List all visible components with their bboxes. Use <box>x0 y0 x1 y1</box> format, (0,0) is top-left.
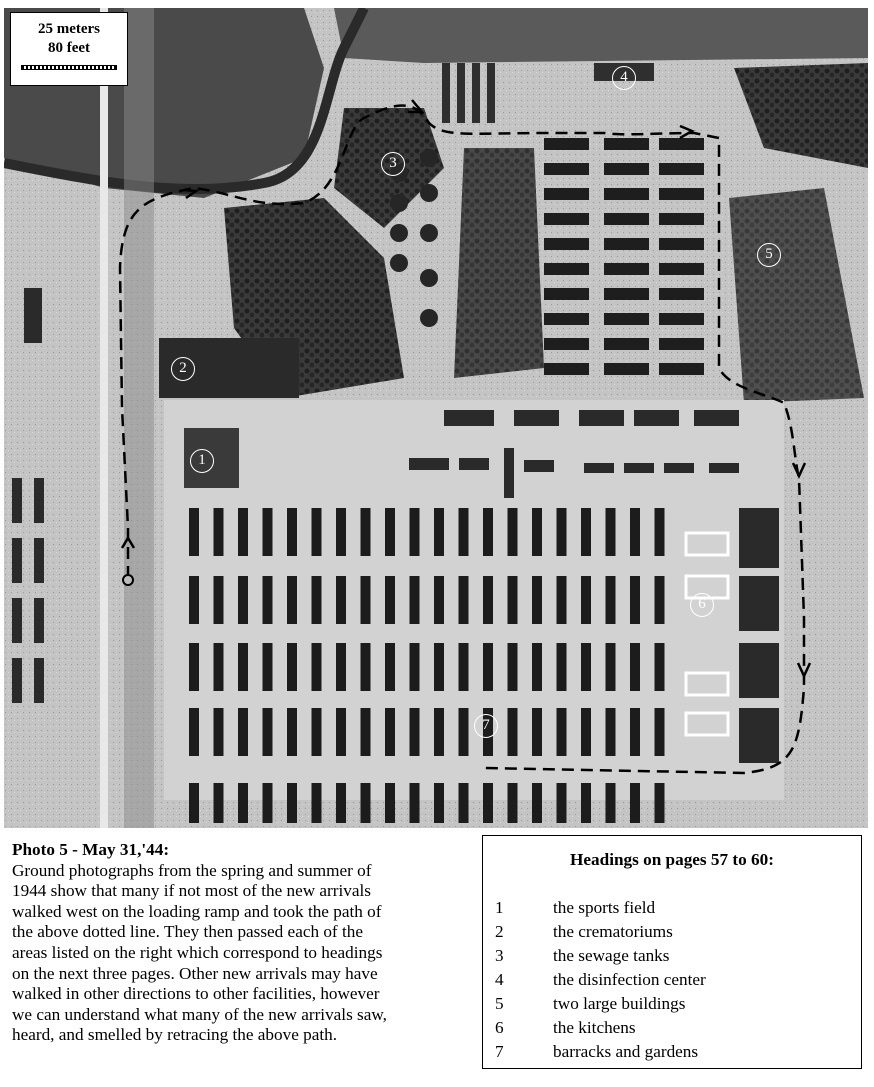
barrack-building <box>434 643 444 691</box>
barrack-building <box>214 783 224 823</box>
barrack-building <box>410 508 420 556</box>
marker-2: 2 <box>171 357 195 381</box>
barrack-building <box>214 508 224 556</box>
barrack-building <box>581 508 591 556</box>
barrack-building <box>459 643 469 691</box>
barrack-building <box>361 708 371 756</box>
barrack-building <box>655 783 665 823</box>
barrack-building <box>532 783 542 823</box>
barrack-building <box>508 576 518 624</box>
scale-legend <box>10 12 128 86</box>
legend-item-label: the disinfection center <box>553 970 706 989</box>
barrack-building <box>238 643 248 691</box>
barrack-building <box>214 643 224 691</box>
barrack-building <box>483 576 493 624</box>
barrack-building <box>508 508 518 556</box>
barrack-building <box>336 783 346 823</box>
legend-item-number: 6 <box>495 1018 504 1037</box>
barrack-building <box>606 643 616 691</box>
legend-item-label: the sewage tanks <box>553 946 670 965</box>
legend-item-number: 1 <box>495 898 504 917</box>
barrack-building <box>630 783 640 823</box>
barrack-building <box>459 508 469 556</box>
barrack-building <box>581 708 591 756</box>
barrack-building <box>630 708 640 756</box>
marker-3: 3 <box>381 152 405 176</box>
barrack-building <box>361 643 371 691</box>
barrack-building <box>606 576 616 624</box>
barrack-building <box>263 708 273 756</box>
barrack-building <box>581 576 591 624</box>
barrack-building <box>287 708 297 756</box>
barrack-building <box>557 708 567 756</box>
barrack-building <box>606 783 616 823</box>
barrack-building <box>434 708 444 756</box>
barrack-building <box>655 708 665 756</box>
barrack-building <box>189 508 199 556</box>
barrack-building <box>434 576 444 624</box>
scale-bar <box>21 65 117 70</box>
caption-line: the above dotted line. They then passed each of the <box>12 922 363 942</box>
barrack-building <box>189 783 199 823</box>
legend-item-label: the kitchens <box>553 1018 636 1037</box>
caption-line: we can understand what many of the new arrivals saw, <box>12 1004 387 1024</box>
barrack-building <box>385 783 395 823</box>
barrack-building <box>287 508 297 556</box>
barrack-building <box>361 783 371 823</box>
barrack-building <box>483 643 493 691</box>
barrack-building <box>655 643 665 691</box>
marker-4: 4 <box>612 66 636 90</box>
legend-title: Headings on pages 57 to 60: <box>570 850 774 869</box>
barrack-building <box>434 508 444 556</box>
barrack-building <box>189 708 199 756</box>
legend-item-label: barracks and gardens <box>553 1042 699 1061</box>
scale-feet-label: 80 feet <box>47 40 91 56</box>
caption-line: Ground photographs from the spring and summer of <box>12 860 372 880</box>
legend-item-number: 3 <box>495 946 504 965</box>
caption-line: walked in other directions to other facilities, however <box>12 984 380 1004</box>
barrack-building <box>410 643 420 691</box>
barrack-building <box>287 643 297 691</box>
barrack-building <box>581 643 591 691</box>
barrack-building <box>385 643 395 691</box>
barrack-building <box>361 576 371 624</box>
barrack-building <box>238 783 248 823</box>
barrack-building <box>238 508 248 556</box>
barrack-building <box>336 643 346 691</box>
barrack-building <box>263 576 273 624</box>
barrack-building <box>459 708 469 756</box>
barrack-building <box>557 508 567 556</box>
legend-item-label: the sports field <box>553 898 656 917</box>
legend-item-label: two large buildings <box>553 994 686 1013</box>
barrack-building <box>532 708 542 756</box>
barrack-building <box>655 508 665 556</box>
aerial-photo-drawing <box>4 8 868 828</box>
legend-item-number: 4 <box>495 970 504 989</box>
barrack-building <box>312 576 322 624</box>
barrack-building <box>508 783 518 823</box>
barrack-building <box>532 508 542 556</box>
marker-7: 7 <box>474 714 498 738</box>
caption-heading: Photo 5 - May 31,'44: <box>12 840 170 859</box>
barrack-building <box>214 708 224 756</box>
barrack-building <box>606 508 616 556</box>
barrack-building <box>410 783 420 823</box>
barrack-building <box>630 643 640 691</box>
marker-1: 1 <box>190 449 214 473</box>
marker-5: 5 <box>757 243 781 267</box>
barrack-building <box>189 643 199 691</box>
scale-meters-label: 25 meters <box>37 21 101 37</box>
barrack-building <box>459 783 469 823</box>
barrack-building <box>263 783 273 823</box>
barrack-building <box>410 576 420 624</box>
aerial-photo <box>4 8 868 828</box>
caption-line: on the next three pages. Other new arrivals may have <box>12 963 378 983</box>
caption-line: heard, and smelled by retracing the above path. <box>12 1025 338 1045</box>
barrack-building <box>263 508 273 556</box>
barrack-building <box>238 576 248 624</box>
barrack-building <box>532 576 542 624</box>
headings-legend <box>482 835 862 1069</box>
barrack-building <box>312 708 322 756</box>
barrack-building <box>385 708 395 756</box>
barrack-building <box>214 576 224 624</box>
photo-caption <box>12 840 472 1046</box>
barrack-building <box>483 508 493 556</box>
barrack-building <box>508 643 518 691</box>
legend-item-number: 2 <box>495 922 504 941</box>
caption-line: walked west on the loading ramp and took the path of <box>12 901 382 921</box>
legend-item-label: the crematoriums <box>553 922 673 941</box>
barrack-building <box>336 576 346 624</box>
caption-line: areas listed on the right which correspond to headings <box>12 942 383 962</box>
barrack-building <box>434 783 444 823</box>
barrack-building <box>336 508 346 556</box>
barrack-building <box>630 508 640 556</box>
barrack-building <box>312 508 322 556</box>
barrack-building <box>410 708 420 756</box>
barrack-building <box>238 708 248 756</box>
barrack-building <box>312 783 322 823</box>
barrack-building <box>557 576 567 624</box>
barrack-building <box>581 783 591 823</box>
legend-item-number: 5 <box>495 994 504 1013</box>
barrack-building <box>189 576 199 624</box>
barrack-building <box>287 783 297 823</box>
barrack-building <box>557 643 567 691</box>
barrack-building <box>385 576 395 624</box>
barrack-building <box>606 708 616 756</box>
barrack-building <box>361 508 371 556</box>
barrack-building <box>630 576 640 624</box>
barrack-building <box>532 643 542 691</box>
barrack-building <box>508 708 518 756</box>
caption-line: 1944 show that many if not most of the new arrivals <box>12 881 371 901</box>
marker-6: 6 <box>690 593 714 617</box>
barrack-building <box>557 783 567 823</box>
barrack-building <box>263 643 273 691</box>
barrack-building <box>336 708 346 756</box>
barrack-building <box>459 576 469 624</box>
barrack-building <box>287 576 297 624</box>
barrack-building <box>385 508 395 556</box>
legend-item-number: 7 <box>495 1042 504 1061</box>
barrack-building <box>483 783 493 823</box>
barrack-building <box>312 643 322 691</box>
barrack-building <box>655 576 665 624</box>
